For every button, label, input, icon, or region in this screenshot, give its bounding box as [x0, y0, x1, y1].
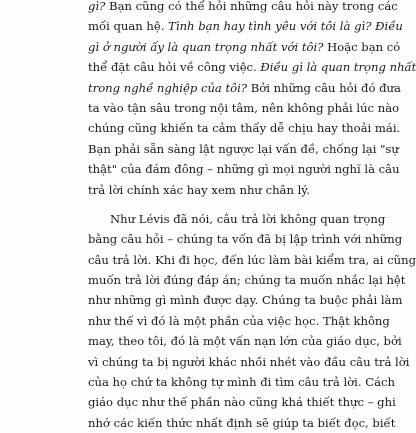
- text-run: Hoặc bạn có: [323, 39, 401, 54]
- italic-text: gì ở người ấy là quan trọng nhất với tôi?: [88, 39, 324, 54]
- text-run: như thế vì đó là một phần của việc học. Thật không: [88, 313, 390, 328]
- text-run: Bạn cũng có thể hỏi những câu hỏi này trong các: [105, 0, 398, 13]
- text-run: mối quan hệ.: [88, 19, 169, 34]
- text-line: [88, 352, 410, 372]
- paragraph-gap: [88, 200, 356, 209]
- paragraph: [88, 209, 416, 430]
- text-run: thật" của đám đông – những gì mọi người nghĩ là câu: [88, 162, 400, 177]
- text-line: [88, 159, 400, 179]
- text-run: của họ chứ ta không tự mình đi tìm câu trả lời. Cách: [88, 375, 395, 390]
- text-line: [88, 78, 401, 98]
- text-run: may, theo tôi, đó là một vấn nạn lớn của giáo dục, bởi: [88, 334, 402, 349]
- text-run: trả lời chính xác hay xem như chân lý.: [88, 182, 311, 197]
- italic-text: gì?: [88, 0, 106, 13]
- text-line: [88, 16, 403, 36]
- text-line: [88, 98, 400, 118]
- text-run: bằng câu hỏi – chúng ta vốn đã bị lập trình với những: [88, 232, 403, 247]
- text-run: Bởi những câu hỏi đó đưa: [247, 80, 401, 95]
- text-line: [88, 118, 401, 138]
- text-run: ta vào tận sâu trong nội tâm, nên không phải lúc nào: [88, 100, 400, 115]
- text-line: [88, 209, 386, 229]
- text-line: [88, 57, 416, 77]
- text-run: muốn trả lời đúng đáp án; chúng ta muốn nhắc lại hệt: [88, 273, 406, 288]
- text-run: giáo dục như thế phần nào cũng khá thiết thực – ghi: [88, 395, 396, 410]
- text-run: nhớ các kiến thức nhất định sẽ giúp ta biết đọc, biết: [88, 415, 396, 430]
- text-line: [88, 37, 401, 57]
- text-line: [88, 290, 403, 310]
- text-line: [88, 180, 356, 200]
- text-line: [88, 270, 406, 290]
- body-text: [88, 0, 416, 430]
- text-line: [88, 372, 395, 392]
- text-line: [88, 0, 398, 16]
- text-line: [88, 331, 402, 351]
- text-line: [88, 250, 416, 270]
- text-run: Bạn phải sẵn sàng lật ngược lại vấn đề, chống lại "sự: [88, 141, 399, 156]
- text-line: [88, 311, 390, 331]
- paragraph: [88, 0, 416, 200]
- text-run: chúng cũng khiến ta cảm thấy dễ chịu hay thoải mái.: [88, 121, 401, 136]
- italic-text: Tình bạn hay tình yêu với tôi là gì? Điều: [168, 19, 403, 34]
- text-line: [88, 413, 396, 430]
- text-run: như những gì mình được dạy. Chúng ta buộc phải làm: [88, 293, 403, 308]
- text-run: vì chúng ta bị người khác nhồi nhét vào đầu câu trả lời: [88, 354, 410, 369]
- text-run: Như Lévis đã nói, câu trả lời không quan trọng: [110, 211, 386, 226]
- text-line: [88, 392, 396, 412]
- text-run: câu trả lời. Khi đi học, đến lúc làm bài kiểm tra, ai cũng: [88, 252, 416, 267]
- italic-text: Điều gì là quan trọng nhất: [260, 60, 416, 75]
- text-run: thể đặt câu hỏi về công việc.: [88, 60, 261, 75]
- text-line: [88, 229, 403, 249]
- italic-text: trong nghề nghiệp của tôi?: [88, 80, 248, 95]
- text-line: [88, 139, 399, 159]
